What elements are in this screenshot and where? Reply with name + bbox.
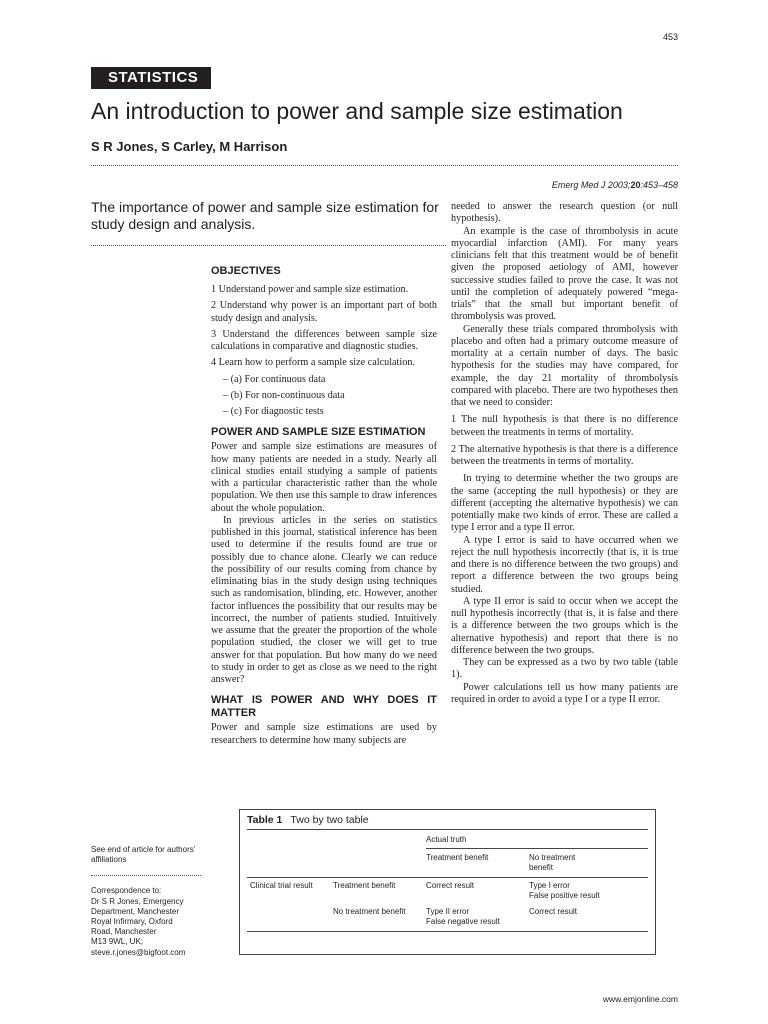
paragraph: Power and sample size estimations are used by researchers to determine how many subjects are [211,722,437,746]
authors: S R Jones, S Carley, M Harrison [91,139,288,154]
paragraph: Generally these trials compared thrombolysis with placebo and often had a primary outcome measure of mortality at a certain number of days. The basic hypothesis for the studies may have compared, for example, the day 21 mortality of thrombolysis compared with placebo. There are two hypotheses then that we need to consider: [451,323,678,408]
objectives-heading: OBJECTIVES [211,265,281,277]
objective-subitem: – (a) For continuous data [223,373,326,385]
paragraph: In trying to determine whether the two groups are the same (accepting the null hypothesis) or they are different (accepting the alternative hypothesis) we can potentially make two kinds of error. These are called a type I error and a type II error. [451,473,678,534]
paragraph: needed to answer the research question (or null hypothesis). [451,201,678,225]
hypothesis-null: 1 The null hypothesis is that there is no difference between the treatments in terms of mortality. [451,414,678,438]
table-rule [426,848,648,849]
objectives-box [211,265,437,418]
correspondence-line: Dr S R Jones, Emergency [91,896,184,906]
paragraph: Power and sample size estimations are measures of how many patients are needed in a study. Nearly all clinical studies entail studying a sample of patients with a particular characteristic rather than the whole population. We then use this sample to draw inferences about the whole population. [211,441,437,514]
table-row-label: Treatment benefit [333,881,396,890]
article-title: An introduction to power and sample size estimation [91,98,623,124]
objective-item: 1 Understand power and sample size estimation. [211,284,409,295]
paragraph: An example is the case of thrombolysis in acute myocardial infarction (AMI). For many years clinicians felt that this treatment would be of benefit given the proposed aetiology of AMI, however successive studies failed to prove the case. It was not until the completion of adequately powered “mega-trials” that the small but important benefit of thrombolysis was proved. [451,225,678,323]
paragraph: A type II error is said to occur when we accept the null hypothesis incorrectly (that is, it is false and there is a difference between the two groups which is the alternative hypothesis) and report that there is no difference between the two groups. [451,595,678,656]
sidebar [91,845,201,958]
table-row-group: Clinical trial result [250,881,313,890]
left-column [211,265,437,747]
section-heading-what: WHAT IS POWER AND WHY DOES IT MATTER [211,694,437,720]
objective-item: 3 Understand the differences between sample size calculations in comparative and diagnostic studies. [211,328,437,352]
correspondence-line: M13 9WL, UK; [91,937,144,947]
table-col-header: Treatment benefit [426,853,489,862]
section-tag: STATISTICS [91,67,211,89]
correspondence-line: Road, Manchester [91,927,157,937]
correspondence-line: Department, Manchester [91,906,180,916]
table-rule [247,931,648,932]
affiliations-note: See end of article for authors’ affiliations [91,845,196,865]
table-row-label: No treatment benefit [333,907,406,916]
citation: Emerg Med J 2003;20:453–458 [551,180,678,190]
table-cell: Type I error False positive result [529,881,600,900]
table-caption: Two by two table [290,814,369,826]
paragraph: They can be expressed as a two by two table (table 1). [451,657,678,681]
objective-subitem: – (c) For diagnostic tests [223,406,324,417]
correspondence-label: Correspondence to: [91,886,162,896]
objective-item: 2 Understand why power is an important part of both study design and analysis. [211,300,437,324]
table-cell: Correct result [426,881,475,890]
table-rule [247,877,648,878]
table-header-actual: Actual truth [426,835,467,844]
sidebar-divider [91,875,201,876]
hypothesis-alternative: 2 The alternative hypothesis is that there is a difference between the treatments in terms of mortality. [451,443,678,467]
header-divider [91,165,678,166]
objective-subitem: – (b) For non-continuous data [223,389,345,401]
right-column [451,201,678,706]
correspondence-line: Royal Infirmary, Oxford [91,917,173,927]
table-rule [247,829,648,830]
section-heading-power: POWER AND SAMPLE SIZE ESTIMATION [211,426,426,439]
summary: The importance of power and sample size estimation for study design and analysis. [91,199,439,232]
objective-item: 4 Learn how to perform a sample size calculation. [211,357,415,369]
page-number: 453 [662,32,678,42]
table-title [247,814,369,826]
paragraph: Power calculations tell us how many patients are required in order to avoid a type I or a type II error. [451,681,678,705]
summary-divider [91,245,446,246]
table-cell: Correct result [529,907,578,916]
paragraph: A type I error is said to have occurred when we reject the null hypothesis incorrectly (that is, it is true and there is no difference between the two groups) and report a difference between the two groups being studied. [451,534,678,595]
paragraph: In previous articles in the series on statistics published in this journal, statistical inference has been used to determine if the results found are true or possibly due to chance alone. Clearly we can reduce the possibility of our results coming from chance by eliminating bias in the study design using techniques such as randomisation, blinding, etc. However, another factor influences the possibility that our results may be incorrect, the number of patients studied. Intuitively we assume that the greater the proportion of the whole population studied, the closer we will get to true answer for that population. But how many do we need to study in order to get as close as we need to the right answer? [211,514,437,685]
table-cell: Type II error False negative result [426,907,500,926]
table-label: Table 1 [247,814,283,826]
journal-website: www.emjonline.com [602,994,678,1004]
correspondence-email: steve.r.jones@bigfoot.com [91,947,186,957]
table-col-header: No treatment benefit [529,853,576,872]
